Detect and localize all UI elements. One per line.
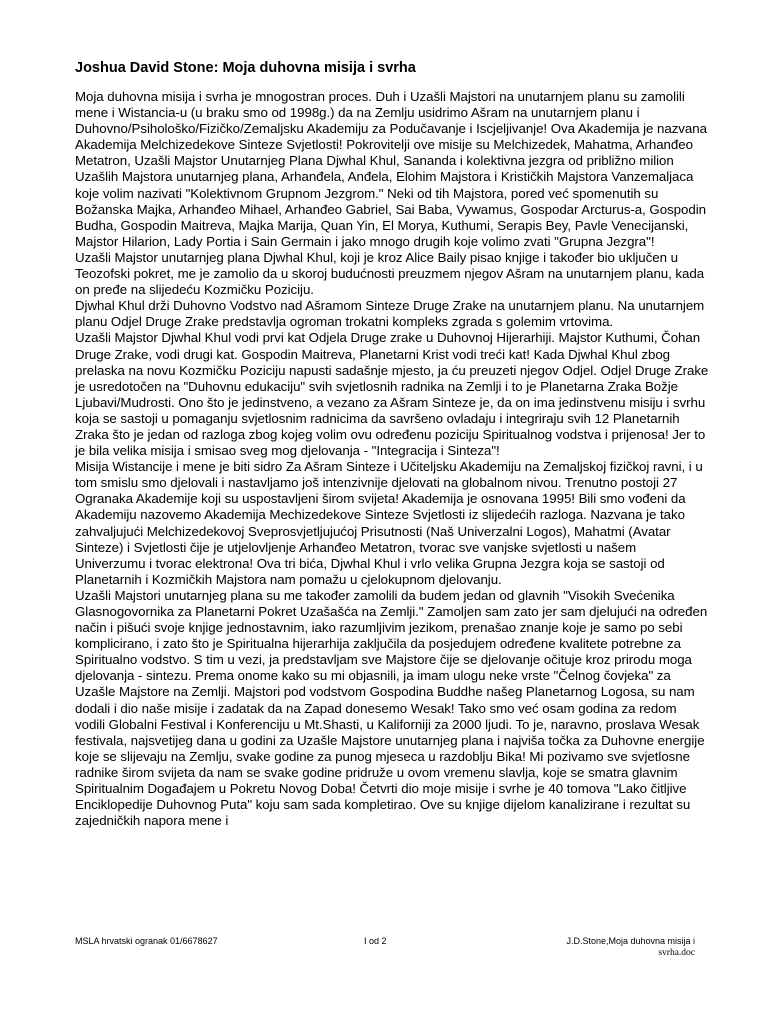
footer-document-name-line2: svrha.doc bbox=[658, 948, 695, 958]
paragraph-2: Uzašli Majstor unutarnjeg plana Djwhal Khul, koji je kroz Alice Baily pisao knjige i također bio uključen u Teozofski pokret, me je zamolio da u skoroj budućnosti preuzmem njegov Ašram na unutarnjem planu, kada on pređe na slijedeću Kozmičku Poziciju. bbox=[75, 249, 705, 298]
document-title: Joshua David Stone: Moja duhovna misija i svrha bbox=[75, 60, 416, 76]
paragraph-4: Uzašli Majstor Djwhal Khul vodi prvi kat Odjela Druge zrake u Duhovnoj Hijerarhiji. Majstor Kuthumi, Čohan Druge Zrake, vodi drugi kat. Gospodin Maitreva, Planetarni Krist vodi treći kat! Kada Djwhal Khul zbog prelaska na novu Kozmičku Poziciju napusti sadašnje mjesto, ja ću preuzeti njegov Odjel. Odjel Druge Zrake je usredotočen na "Duhovnu edukaciju" svih svjetlosnih radnika na Zemlji i to je Planetarna Zraka Božje Ljubavi/Mudrosti. Ono što je jedinstveno, a vezano za Ašram Sinteze je, da on ima jedinstvenu misiju i svrhu koja se sastoji u pomaganju svjetlosnim radnicima da savršeno ovladaju i integriraju svih 12 Planetarnih Zraka što je jedan od razloga zbog kojeg volim ovu određenu poziciju Spiritualnog vodstva i prijenosa! Jer to je bila velika misija i smisao sveg mog djelovanja - "Integracija i Sinteza"! bbox=[75, 330, 709, 459]
footer-document-name-line1: J.D.Stone,Moja duhovna misija i bbox=[566, 936, 695, 946]
paragraph-1: Moja duhovna misija i svrha je mnogostran proces. Duh i Uzašli Majstori na unutarnjem planu su zamolili mene i Wistancia-u (u braku smo od 1998g.) da na Zemlju usidrimo Ašram na unutarnjem planu i Duhovno/Psihološko/Fizičko/Zemaljsku Akademiju za Podučavanje i Iscjeljivanje! Ova Akademija je nazvana Akademija Melchizedekove Sinteze Svjetlosti! Pokrovitelji ove misije su Melchizedek, Mahatma, Arhanđeo Metatron, Uzašli Majstor Unutarnjeg Plana Djwhal Khul, Sananda i kolektivna jezgra od približno milion Uzašlih Majstora unutarnjeg plana, Arhanđela, Anđela, Elohim Majstora i Krističkih Majstora Vanzemaljaca koje volim nazivati "Kolektivnom Grupnom Jezgrom." Neki od tih Majstora, pored već spomenutih su Božanska Majka, Arhanđeo Mihael, Arhanđeo Gabriel, Sai Baba, Vywamus, Gospodar Arcturus-a, Gospodin Budha, Gospodin Maitreva, Majka Marija, Quan Yin, El Morya, Kuthumi, Serapis Bey, Pavle Venecijanski, Majstor Hilarion, Lady Portia i Sain Germain i jako mnogo drugih koje volimo zvati "Grupna Jezgra"! bbox=[75, 89, 707, 249]
footer-org-phone: MSLA hrvatski ogranak 01/6678627 bbox=[75, 936, 218, 946]
page-footer bbox=[75, 935, 695, 975]
paragraph-5: Misija Wistancije i mene je biti sidro Za Ašram Sinteze i Učiteljsku Akademiju na Zemaljskoj fizičkoj ravni, i u tom smislu smo djelovali i nastavljamo još intenzivnije djelovati na globalnom nivou. Trenutno postoji 27 Ogranaka Akademije koji su uspostavljeni širom svijeta! Akademija je osnovana 1995! Bili smo vođeni da Akademiju nazovemo Akademija Mechizedekove Sinteze Svjetlosti iz slijedećih razloga. Nazvana je tako zahvaljujući Melchizedekovoj Sveprosvjetljujućoj Prisutnosti (Naš Univerzalni Logos), Mahatmi (Avatar Sinteze) i Svjetlosti čije je utjelovljenje Arhanđeo Metatron, tvorac sve vanjske svjetlosti u našem Univerzumu i tvorac elektrona! Ova tri bića, Djwhal Khul i vrlo velika Grupna Jezgra koja se sastoji od Planetarnih i Kozmičkih Majstora nam pomažu u cjelokupnom djelovanju. bbox=[75, 459, 703, 587]
document-body bbox=[75, 89, 709, 829]
paragraph-3: Djwhal Khul drži Duhovno Vodstvo nad Ašramom Sinteze Druge Zrake na unutarnjem planu. Na unutarnjem planu Odjel Druge Zrake predstavlja ogroman trokatni kompleks zgrada s golemim vrtovima. bbox=[75, 298, 705, 330]
footer-document-name bbox=[525, 935, 695, 959]
paragraph-6: Uzašli Majstori unutarnjeg plana su me također zamolili da budem jedan od glavnih "Visokih Svećenika Glasnogovornika za Planetarni Pokret Uzašašća na Zemlji." Zamoljen sam zato jer sam djelujući na određen način i pišući svoje knjige jednostavnim, iako razumljivim jezikom, prenašao znanje koje je samo po sebi komplicirano, i zato što je Spiritualna hijerarhija zaključila da posjedujem određene kvalitete potrebne za Spiritualno vodstvo. S tim u vezi, ja predstavljam sve Majstore čije se djelovanje očituje kroz prirodu moga djelovanja - sintezu. Prema onome kako su mi objasnili, ja imam ulogu neke vrste "Čelnog čovjeka" za Uzašle Majstore na Zemlji. Majstori pod vodstvom Gospodina Buddhe našeg Planetarnog Logosa, su nam dodali i dio naše misije i zadatak da na Zapad donesemo Wesak! Tako smo već osam godina za redom vodili Globalni Festival i Konferenciju u Mt.Shasti, u Kaliforniji za 2000 ljudi. To je, naravno, proslava Wesak festivala, najsvetijeg dana u godini za Uzašle Majstore unutarnjeg plana i najviša točka za Duhovne energije koje se slijevaju na Zemlju, svake godine za punog mjeseca u razdoblju Bika! Mi pozivamo sve svjetlosne radnike širom svijeta da nam se svake godine pridruže u ovom vremenu slavlja, koje se smatra glavnim Spiritualnim Događajem u Pokretu Novog Doba! Četvrti dio moje misije i svrhe je 40 tomova "Lako čitljive Enciklopedije Duhovnog Puta" koju sam sada kompletirao. Ove su knjige dijelom kanalizirane i rezultat su zajedničkih napora mene i bbox=[75, 587, 708, 829]
footer-page-number: I od 2 bbox=[364, 936, 387, 946]
